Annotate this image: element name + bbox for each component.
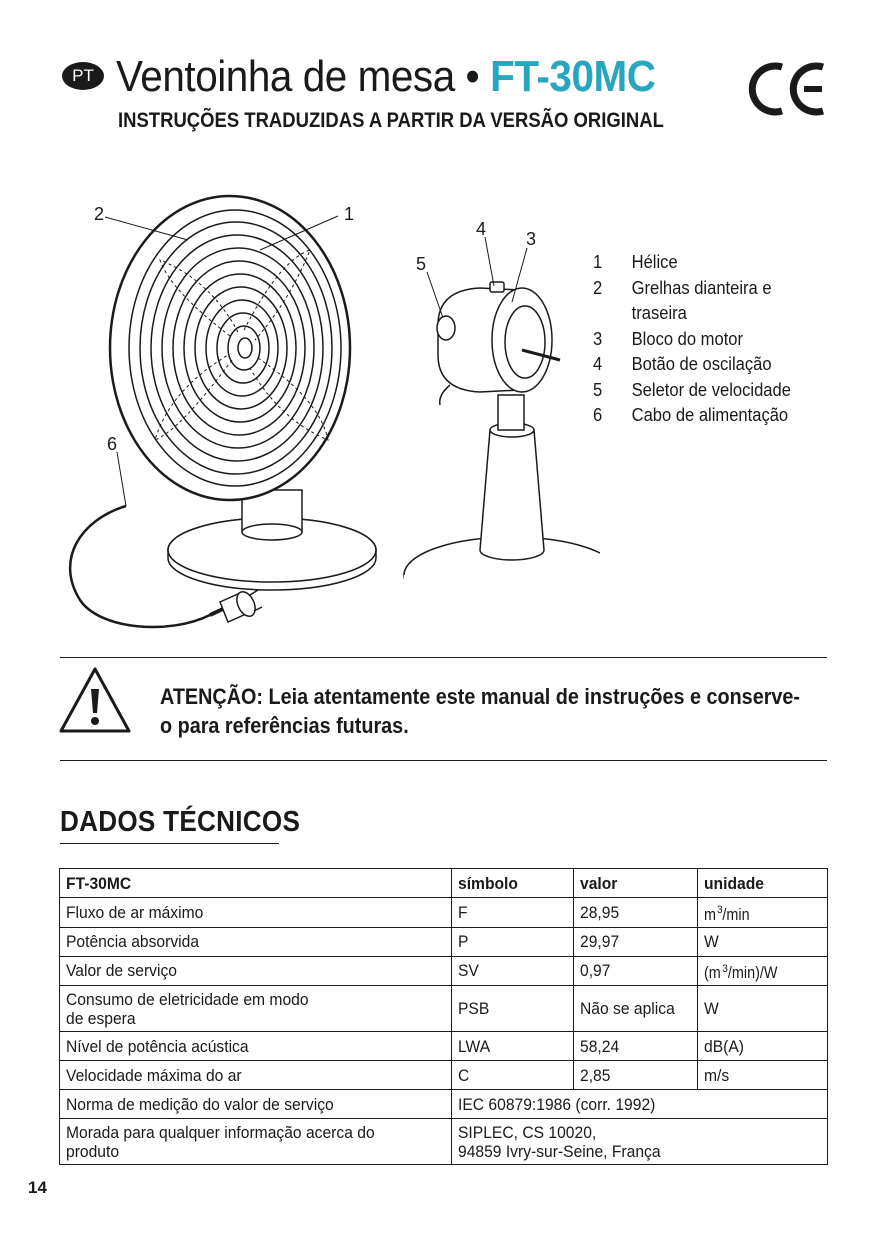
warning-top-rule <box>60 657 827 658</box>
section-underline <box>60 843 279 844</box>
row-label: Fluxo de ar máximo <box>60 898 452 928</box>
legend-item <box>593 352 832 378</box>
row-label: Potência absorvida <box>60 927 452 956</box>
page-number: 14 <box>28 1178 47 1197</box>
section-title: DADOS TÉCNICOS <box>60 806 301 838</box>
motor-block <box>437 282 560 405</box>
row-unit: dB(A) <box>698 1032 828 1061</box>
legend-number: 3 <box>593 328 603 349</box>
legend-item <box>593 378 832 404</box>
table-row <box>60 956 828 986</box>
row-symbol: C <box>452 1061 574 1090</box>
row-unit: W <box>698 927 828 956</box>
legend-item <box>593 276 832 327</box>
legend-label: Seletor de velocidade <box>631 379 791 400</box>
table-row <box>60 1090 828 1119</box>
callout-5: 5 <box>416 254 427 274</box>
table-header-cell: símbolo <box>452 869 574 898</box>
row-value: Não se aplica <box>574 986 698 1032</box>
row-value: SIPLEC, CS 10020, 94859 Ivry-sur-Seine, França <box>452 1119 828 1165</box>
callout-1: 1 <box>344 204 355 224</box>
title-bullet: • <box>454 52 491 101</box>
table-row <box>60 986 828 1032</box>
legend-item <box>593 403 832 429</box>
row-label: Velocidade máxima do ar <box>60 1061 452 1090</box>
spec-table <box>59 868 828 1165</box>
row-label: Consumo de eletricidade em modo de espera <box>60 986 452 1032</box>
legend-number: 6 <box>593 405 603 425</box>
row-value: 2,85 <box>574 1061 698 1090</box>
row-value: 58,24 <box>574 1032 698 1061</box>
fan-grille <box>110 196 350 500</box>
table-header-cell: unidade <box>698 869 828 898</box>
table-header-cell: FT-30MC <box>60 869 452 898</box>
page-subtitle: INSTRUÇÕES TRADUZIDAS A PARTIR DA VERSÃO ORIGINAL <box>118 109 664 132</box>
row-symbol: P <box>452 927 574 956</box>
legend-number: 2 <box>593 277 603 298</box>
power-plug <box>220 589 262 622</box>
legend-label: Botão de oscilação <box>631 354 772 374</box>
row-label: Valor de serviço <box>60 956 452 986</box>
row-label: Nível de potência acústica <box>60 1032 452 1061</box>
row-label: Morada para qualquer informação acerca do produto <box>60 1119 452 1165</box>
row-unit: $m^3/\min$ <box>698 898 828 928</box>
table-row <box>60 1032 828 1061</box>
row-symbol: F <box>452 898 574 928</box>
legend-label: Grelhas dianteira e traseira <box>631 277 772 323</box>
page-title <box>116 50 656 104</box>
language-badge: PT <box>62 62 104 90</box>
row-unit: $(m^3/\min)/W$ <box>698 956 828 986</box>
table-row <box>60 1061 828 1090</box>
warning-triangle-icon <box>58 665 132 735</box>
callout-3: 3 <box>526 229 537 249</box>
fan-illustration <box>60 190 600 645</box>
title-main: Ventoinha de mesa <box>116 52 455 101</box>
table-header-row <box>60 869 828 898</box>
table-header-cell: valor <box>574 869 698 898</box>
legend-number: 4 <box>593 354 603 374</box>
title-model: FT-30MC <box>490 52 656 101</box>
callout-2: 2 <box>94 204 105 224</box>
legend-number: 5 <box>593 379 603 400</box>
warning-bottom-rule <box>60 760 827 761</box>
callout-6: 6 <box>107 434 118 454</box>
warning-text: ATENÇÃO: Leia atentamente este manual de instruções e conserve-o para referências futuras. <box>160 684 801 738</box>
row-value: 0,97 <box>574 956 698 986</box>
legend-number: 1 <box>593 252 603 272</box>
row-symbol: PSB <box>452 986 574 1032</box>
table-row <box>60 927 828 956</box>
legend-label: Cabo de alimentação <box>631 405 789 425</box>
row-unit: W <box>698 986 828 1032</box>
row-value: 29,97 <box>574 927 698 956</box>
table-row <box>60 898 828 928</box>
legend-item <box>593 327 832 353</box>
row-unit: m/s <box>698 1061 828 1090</box>
row-symbol: LWA <box>452 1032 574 1061</box>
legend-label: Hélice <box>631 252 678 272</box>
row-value: IEC 60879:1986 (corr. 1992) <box>452 1090 828 1119</box>
ce-mark-icon <box>748 60 828 118</box>
callout-4: 4 <box>476 219 487 239</box>
table-row <box>60 1119 828 1165</box>
parts-legend <box>593 250 853 429</box>
row-symbol: SV <box>452 956 574 986</box>
legend-label: Bloco do motor <box>631 328 744 349</box>
legend-item <box>593 250 832 276</box>
row-value: 28,95 <box>574 898 698 928</box>
row-label: Norma de medição do valor de serviço <box>60 1090 452 1119</box>
